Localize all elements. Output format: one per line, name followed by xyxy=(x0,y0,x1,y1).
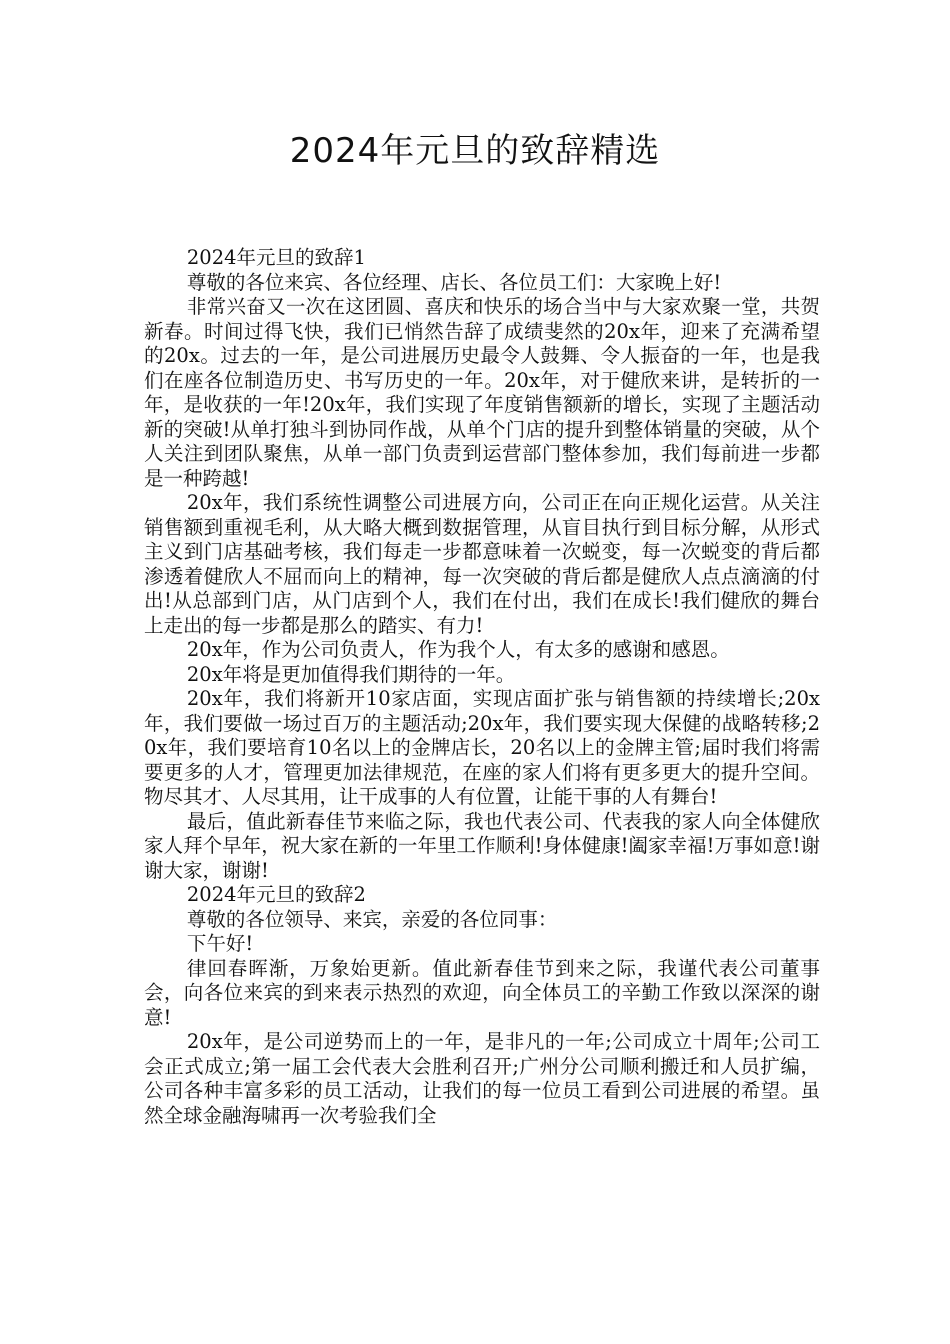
paragraph: 20x年，我们系统性调整公司进展方向，公司正在向正规化运营。从关注销售额到重视毛利，从大略大概到数据管理，从盲目执行到目标分解，从形式主义到门店基础考核，我们每走一步都意味着一次蜕变，每一次蜕变的背后都渗透着健欣人不屈而向上的精神，每一次突破的背后都是健欣人点点滴滴的付出!从总部到门店，从门店到个人，我们在付出，我们在成长!我们健欣的舞台上走出的每一步都是那么的踏实、有力! xyxy=(144,491,820,637)
section-heading-1: 2024年元旦的致辞1 xyxy=(186,246,366,269)
paragraph: 尊敬的各位领导、来宾，亲爱的各位同事： xyxy=(186,907,558,931)
paragraph: 律回春晖渐，万象始更新。值此新春佳节到来之际，我谨代表公司董事会，向各位来宾的到来表示热烈的欢迎，向全体员工的辛勤工作致以深深的谢意! xyxy=(144,956,820,1029)
paragraph: 最后，值此新春佳节来临之际，我也代表公司、代表我的家人向全体健欣家人拜个早年，祝大家在新的一年里工作顺利!身体健康!阖家幸福!万事如意!谢谢大家，谢谢! xyxy=(144,809,820,882)
document-title: 2024年元旦的致辞精选 xyxy=(289,131,661,171)
paragraph: 20x年，我们将新开10家店面，实现店面扩张与销售额的持续增长;20x年，我们要做一场过百万的主题活动;20x年，我们要实现大保健的战略转移;20x年，我们要培育10名以上的金牌店长，20名以上的金牌主管;届时我们将需要更多的人才，管理更加法律规范，在座的家人们将有更多更大的提升空间。物尽其才、人尽其用，让干成事的人有位置，让能干事的人有舞台! xyxy=(144,687,820,808)
document-body xyxy=(144,246,820,1128)
paragraph: 20x年将是更加值得我们期待的一年。 xyxy=(186,662,516,686)
paragraph: 下午好! xyxy=(186,932,254,955)
paragraph: 20x年，作为公司负责人，作为我个人，有太多的感谢和感恩。 xyxy=(186,638,730,661)
section-heading-2: 2024年元旦的致辞2 xyxy=(186,883,366,906)
paragraph: 尊敬的各位来宾、各位经理、店长、各位员工们：大家晚上好! xyxy=(186,270,722,294)
paragraph: 非常兴奋又一次在这团圆、喜庆和快乐的场合当中与大家欢聚一堂，共贺新春。时间过得飞快，我们已悄然告辞了成绩斐然的20x年，迎来了充满希望的20x。过去的一年，是公司进展历史最令人鼓舞、令人振奋的一年，也是我们在座各位制造历史、书写历史的一年。20x年，对于健欣来讲，是转折的一年，是收获的一年!20x年，我们实现了年度销售额新的增长，实现了主题活动新的突破!从单打独斗到协同作战，从单个门店的提升到整体销量的突破，从个人关注到团队聚焦，从单一部门负责到运营部门整体参加，我们每前进一步都是一种跨越! xyxy=(144,295,820,490)
paragraph: 20x年，是公司逆势而上的一年，是非凡的一年;公司成立十周年;公司工会正式成立;第一届工会代表大会胜利召开;广州分公司顺利搬迁和人员扩编，公司各种丰富多彩的员工活动，让我们的每一位员工看到公司进展的希望。虽然全球金融海啸再一次考验我们全 xyxy=(144,1030,820,1127)
